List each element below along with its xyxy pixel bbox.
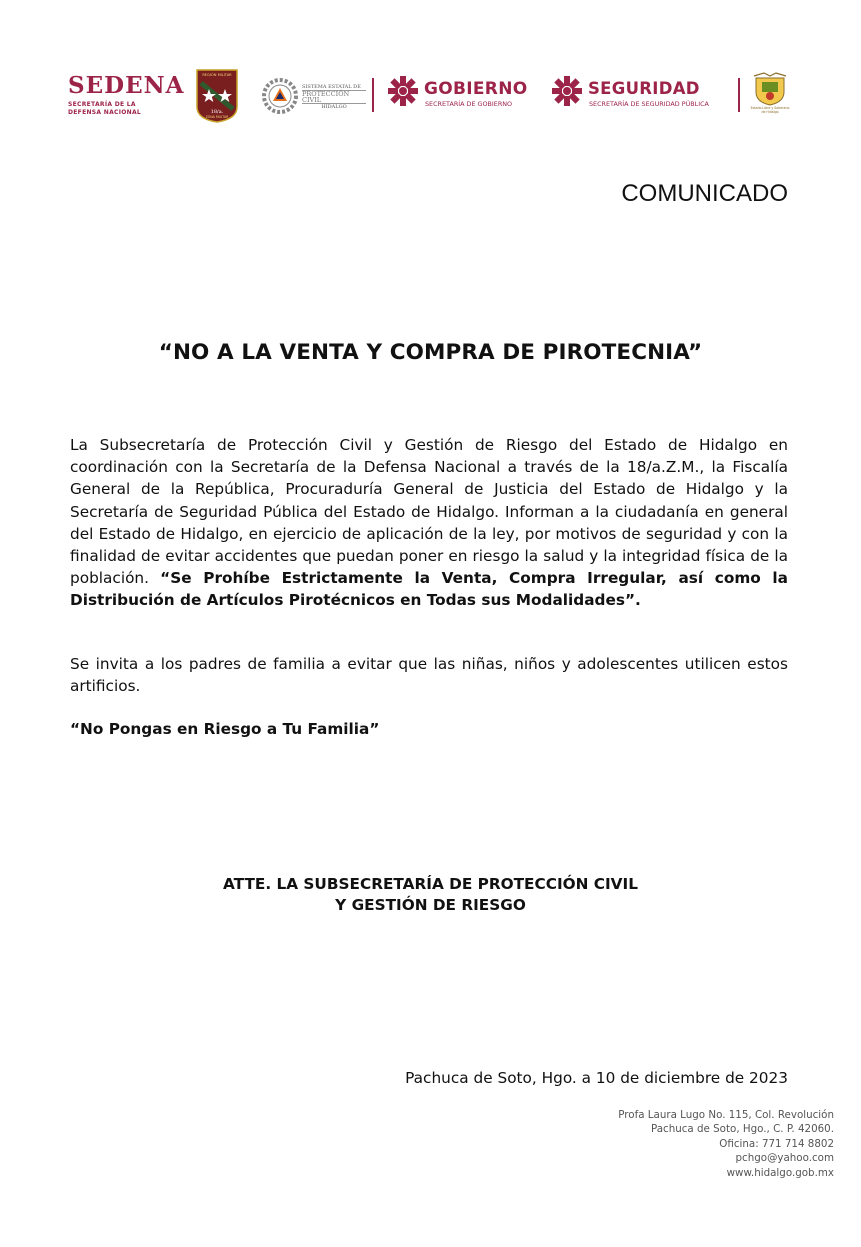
sedena-subtitle-1: SECRETARÍA DE LA xyxy=(68,101,136,108)
main-paragraph-text: La Subsecretaría de Protección Civil y Gestión de Riesgo del Estado de Hidalgo en coordinación con la Secretaría de la Defensa Nacional a través de la 18/a.Z.M., la Fiscalía General de la República, Procuraduría General de Justicia del Estado de Hidalgo y la Secretaría de Seguridad Pública del Estado de Hidalgo. Informan a la ciudadanía en general del Estado de Hidalgo, en ejercicio de aplicación de la ley, por motivos de seguridad y con la finalidad de evitar accidentes que puedan poner en riesgo la salud y la integridad física de la población. xyxy=(70,436,788,588)
seguridad-title: SEGURIDAD xyxy=(588,79,700,98)
seguridad-logo xyxy=(550,74,730,114)
document-title: “NO A LA VENTA Y COMPRA DE PIROTECNIA” xyxy=(158,340,703,365)
pc-line-2: PROTECCIÓN CIVIL xyxy=(302,90,366,104)
shield-top-label: REGIÓN MILITAR xyxy=(202,73,232,77)
civil-protection-gear-icon xyxy=(262,78,298,114)
gobierno-subtitle: SECRETARÍA DE GOBIERNO xyxy=(425,100,513,108)
military-zone-shield-icon xyxy=(196,69,238,123)
place-and-date: Pachuca de Soto, Hgo. a 10 de diciembre de 2023 xyxy=(405,1069,788,1087)
seguridad-subtitle: SECRETARÍA DE SEGURIDAD PÚBLICA xyxy=(589,100,709,108)
sedena-logo xyxy=(68,74,183,116)
letterhead xyxy=(0,60,861,140)
signature-line-1: ATTE. LA SUBSECRETARÍA DE PROTECCIÓN CIVIL xyxy=(223,875,638,893)
signature-block xyxy=(0,874,861,916)
contact-address-2: Pachuca de Soto, Hgo., C. P. 42060. xyxy=(650,1123,834,1136)
contact-phone: Oficina: 771 714 8802 xyxy=(719,1137,834,1150)
pc-line-3: HIDALGO xyxy=(321,104,347,110)
main-paragraph-emphasis: “Se Prohíbe Estrictamente la Venta, Compra Irregular, así como la Distribución de Artículos Pirotécnicos en Todas sus Modalidades”. xyxy=(70,569,788,610)
contact-address-1: Profa Laura Lugo No. 115, Col. Revolución xyxy=(618,1109,834,1121)
coat-caption: Estado Libre y Soberano de Hidalgo xyxy=(750,106,790,114)
contact-website[interactable]: www.hidalgo.gob.mx xyxy=(726,1166,834,1179)
document-type-label: COMUNICADO xyxy=(621,180,788,207)
contact-email[interactable]: pchgo@yahoo.com xyxy=(735,1152,834,1165)
hidalgo-flower-icon xyxy=(550,74,584,108)
second-paragraph: Se invita a los padres de familia a evitar que las niñas, niños y adolescentes utilicen estos artificios. xyxy=(70,655,788,696)
proteccion-civil-logo xyxy=(262,78,362,114)
sedena-subtitle-2: DEFENSA NACIONAL xyxy=(68,108,142,116)
shield-bottom-label: ZONA MILITAR xyxy=(205,115,229,119)
main-paragraph xyxy=(70,434,788,612)
header-divider xyxy=(372,78,374,112)
header-divider xyxy=(738,78,740,112)
sedena-name: SEDENA xyxy=(68,72,185,99)
gobierno-title: GOBIERNO xyxy=(424,79,528,99)
pc-line-1: SISTEMA ESTATAL DE xyxy=(302,84,361,90)
shield-number: 18/a. xyxy=(210,109,224,115)
signature-line-2: Y GESTIÓN DE RIESGO xyxy=(335,896,526,914)
slogan: “No Pongas en Riesgo a Tu Familia” xyxy=(70,720,380,738)
hidalgo-coat-of-arms-icon xyxy=(750,72,792,128)
contact-block xyxy=(618,1108,834,1180)
hidalgo-flower-icon xyxy=(386,74,420,108)
gobierno-logo xyxy=(386,74,536,114)
